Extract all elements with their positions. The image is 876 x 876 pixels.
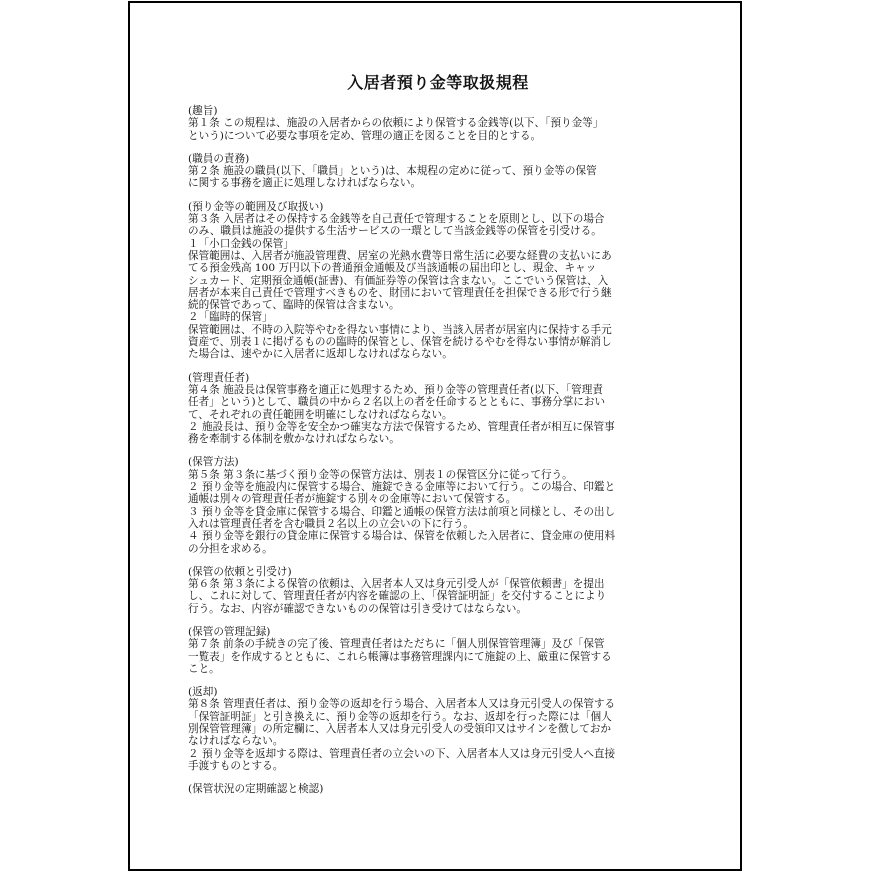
text-line: た場合は、速やかに入居者に返却しなければならない。 bbox=[188, 348, 453, 361]
section-heading: (管理責任者) bbox=[188, 371, 250, 384]
text-line: ２ 預り金等を返却する際は、管理責任者の立会いの下、入居者本人又は身元引受人へ直接 bbox=[188, 747, 616, 760]
text-line: のみ、職員は施設の提供する生活サービスの一環として当該金銭等の保管を引受ける。 bbox=[188, 225, 602, 238]
text-line: ２「臨時的保管」 bbox=[188, 311, 273, 324]
section-heading: (保管方法) bbox=[188, 456, 239, 469]
article-section bbox=[188, 566, 688, 615]
text-line: 第７条 前条の手続きの完了後、管理責任者はただちに「個人別保管管理簿」及び「保管 bbox=[188, 638, 605, 651]
section-heading: (保管の管理記録) bbox=[188, 625, 271, 638]
text-line: 居者が本来自己責任で管理すべきものを、財団において管理責任を担保できる形で行う継 bbox=[188, 286, 612, 299]
text-line: ４ 預り金等を銀行の貸金庫に保管する場合は、保管を依頼した入居者に、貸金庫の使用料 bbox=[188, 530, 616, 543]
text-line: 続的保管であって、臨時的保管は含まない。 bbox=[188, 299, 400, 312]
text-line: なければならない。 bbox=[188, 735, 284, 748]
article-section bbox=[188, 783, 688, 795]
text-line: シュカード、定期預金通帳(証書)、有価証券等の保管は含まない。ここでいう保管は、入 bbox=[188, 274, 609, 287]
document-body bbox=[188, 67, 688, 807]
text-line: 第１条 この規程は、施設の入居者からの依頼により保管する金銭等(以下、「預り金等」 bbox=[188, 117, 604, 130]
text-line: 第５条 第３条に基づく預り金等の保管方法は、別表１の保管区分に従って行う。 bbox=[188, 468, 573, 481]
text-line: の分担を求める。 bbox=[188, 542, 273, 555]
text-line: ３ 預り金等を貸金庫に保管する場合、印鑑と通帳の保管方法は前項と同様とし、その出し bbox=[188, 505, 616, 518]
text-line: 入れは管理責任者を含む職員２名以上の立会いの下に行う。 bbox=[188, 517, 475, 530]
text-line: 資産で、別表１に掲げるものの臨時的保管とし、保管を続けるやむを得ない事情が解消し bbox=[188, 336, 612, 349]
text-line: １「小口金銭の保管」 bbox=[188, 237, 294, 250]
article-section bbox=[188, 372, 688, 446]
text-line: 第４条 施設長は保管事務を適正に処理するため、預り金等の管理責任者(以下、「管理責 bbox=[188, 383, 603, 396]
article-section bbox=[188, 201, 688, 361]
article-section bbox=[188, 686, 688, 772]
text-line: 手渡すものとする。 bbox=[188, 759, 284, 772]
section-heading: (預り金等の範囲及び取扱い) bbox=[188, 200, 324, 213]
document-title: 入居者預り金等取扱規程 bbox=[347, 73, 529, 92]
text-line: 第６条 第３条による保管の依頼は、入居者本人又は身元引受人が「保管依頼書」を提出 bbox=[188, 578, 605, 591]
text-line: という)について必要な事項を定め、管理の適正を図ることを目的とする。 bbox=[188, 129, 542, 142]
text-line: ２ 施設長は、預り金等を安全かつ確実な方法で保管するため、管理責任者が相互に保管事 bbox=[188, 420, 615, 433]
section-heading: (保管の依頼と引受け) bbox=[188, 565, 292, 578]
section-heading: (返却) bbox=[188, 686, 218, 699]
section-heading: (趣旨) bbox=[188, 105, 218, 117]
article-section bbox=[188, 153, 688, 190]
sections-container bbox=[188, 105, 688, 796]
text-line: 第８条 管理責任者は、預り金等の返却を行う場合、入居者本人又は身元引受人の保管する bbox=[188, 698, 616, 711]
section-heading: (保管状況の定期確認と検認) bbox=[188, 783, 324, 796]
text-line: てる預金残高 100 万円以下の普通預金通帳及び当該通帳の届出印とし、現金、キャッ bbox=[188, 262, 597, 275]
text-line: 保管範囲は、入居者が施設管理費、居室の光熱水費等日常生活に必要な経費の支払いにあ bbox=[188, 249, 612, 262]
text-line: 別保管管理簿」の所定欄に、入居者本人又は身元引受人の受領印又はサインを徴しておか bbox=[188, 723, 612, 736]
article-section bbox=[188, 105, 688, 142]
text-line: 行う。なお、内容が確認できないものの保管は引き受けてはならない。 bbox=[188, 602, 527, 615]
document-page bbox=[128, 1, 742, 871]
section-heading: (職員の責務) bbox=[188, 152, 250, 165]
article-section bbox=[188, 626, 688, 675]
text-line: し、これに対して、管理責任者が内容を確認の上、「保管証明証」を交付することにより bbox=[188, 590, 607, 603]
text-line: て、それぞれの責任範囲を明確にしなければならない。 bbox=[188, 408, 453, 421]
text-line: 「保管証明証」と引き換えに、預り金等の返却を行う。なお、返却を行った際には「個人 bbox=[188, 710, 612, 723]
text-line: 一覧表」を作成するとともに、これら帳簿は事務管理課内にて施錠の上、厳重に保管する bbox=[188, 650, 612, 663]
text-line: に関する事務を適正に処理しなければならない。 bbox=[188, 177, 422, 190]
text-line: 任者」という)として、職員の中から２名以上の者を任命するとともに、事務分掌におい bbox=[188, 396, 606, 409]
text-line: 務を牽制する体制を敷かなければならない。 bbox=[188, 433, 400, 446]
text-line: ２ 預り金等を施設内に保管する場合、施錠できる金庫等において行う。この場合、印鑑と bbox=[188, 481, 616, 494]
text-line: 第３条 入居者はその保持する金銭等を自己責任で管理することを原則とし、以下の場合 bbox=[188, 213, 605, 226]
text-line: 第２条 施設の職員(以下、「職員」という)は、本規程の定めに従って、預り金等の保管 bbox=[188, 165, 597, 178]
text-line: こと。 bbox=[188, 662, 220, 675]
text-line: 通帳は別々の管理責任者が施錠する別々の金庫等において保管する。 bbox=[188, 493, 517, 506]
article-section bbox=[188, 456, 688, 554]
text-line: 保管範囲は、不時の入院等やむを得ない事情により、当該入居者が居室内に保持する手元 bbox=[188, 323, 612, 336]
